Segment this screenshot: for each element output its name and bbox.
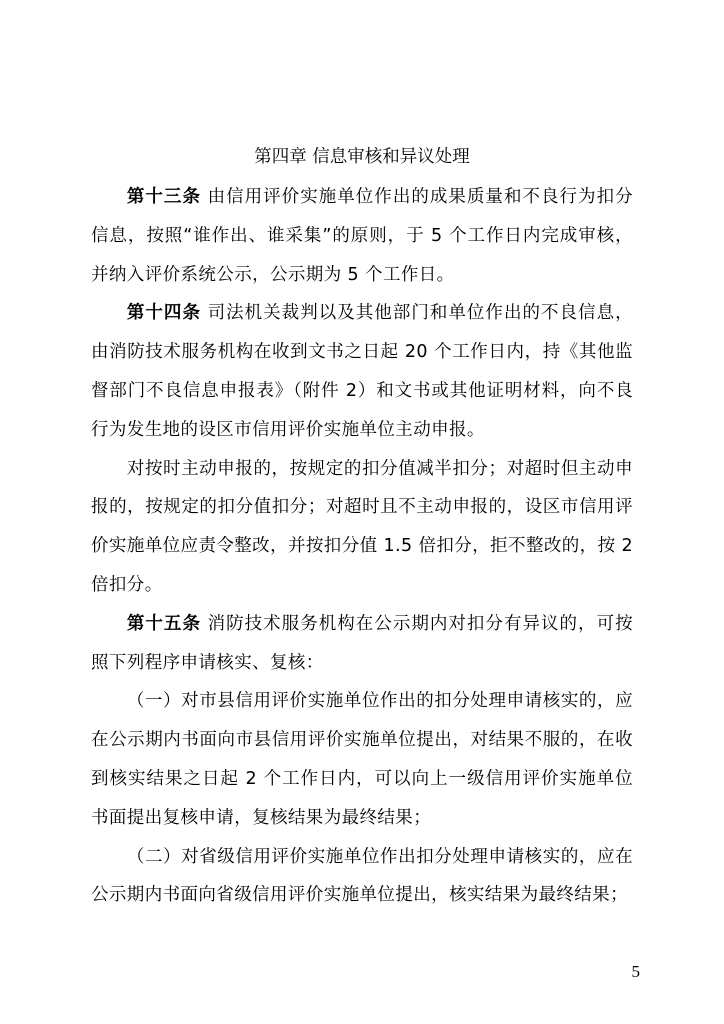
article-14-paragraph: [91, 294, 633, 449]
article-13-paragraph: [91, 178, 633, 294]
article-15-paragraph: [91, 605, 633, 683]
article-13-number: 第十三条: [126, 187, 201, 207]
procedure-item-1: （一）对市县信用评价实施单位作出的扣分处理申请核实的，应在公示期内书面向市县信用评价实施单位提出，对结果不服的，在收到核实结果之日起 2 个工作日内，可以向上一级信用评价实施单位书面提出复核申请，复核结果为最终结果；: [91, 691, 633, 828]
article-15-text: 消防技术服务机构在公示期内对扣分有异议的，可按照下列程序申请核实、复核：: [91, 613, 634, 673]
document-body: [91, 178, 633, 915]
article-15-number: 第十五条: [126, 613, 201, 634]
article-13-text: 由信用评价实施单位作出的成果质量和不良行为扣分信息，按照“谁作出、谁采集”的原则，于 5 个工作日内完成审核，并纳入评价系统公示，公示期为 5 个工作日。: [91, 187, 634, 285]
procedure-item-2: （二）对省级信用评价实施单位作出扣分处理申请核实的，应在公示期内书面向省级信用评价实施单位提出，核实结果为最终结果；: [91, 846, 633, 906]
article-14-number: 第十四条: [126, 303, 201, 324]
page-number: 5: [631, 962, 640, 981]
chapter-title: 第四章 信息审核和异议处理: [254, 147, 470, 167]
article-14-continuation-paragraph: 对按时主动申报的，按规定的扣分值减半扣分；对超时但主动申报的，按规定的扣分值扣分；对超时且不主动申报的，设区市信用评价实施单位应责令整改，并按扣分值 1.5 倍扣分，拒不整改的，按 2 倍扣分。: [91, 458, 633, 595]
article-14-text: 司法机关裁判以及其他部门和单位作出的不良信息，由消防技术服务机构在收到文书之日起 20 个工作日内，持《其他监督部门不良信息申报表》（附件 2）和文书或其他证明材料，向不良行为发生地的设区市信用评价实施单位主动申报。: [91, 303, 634, 440]
